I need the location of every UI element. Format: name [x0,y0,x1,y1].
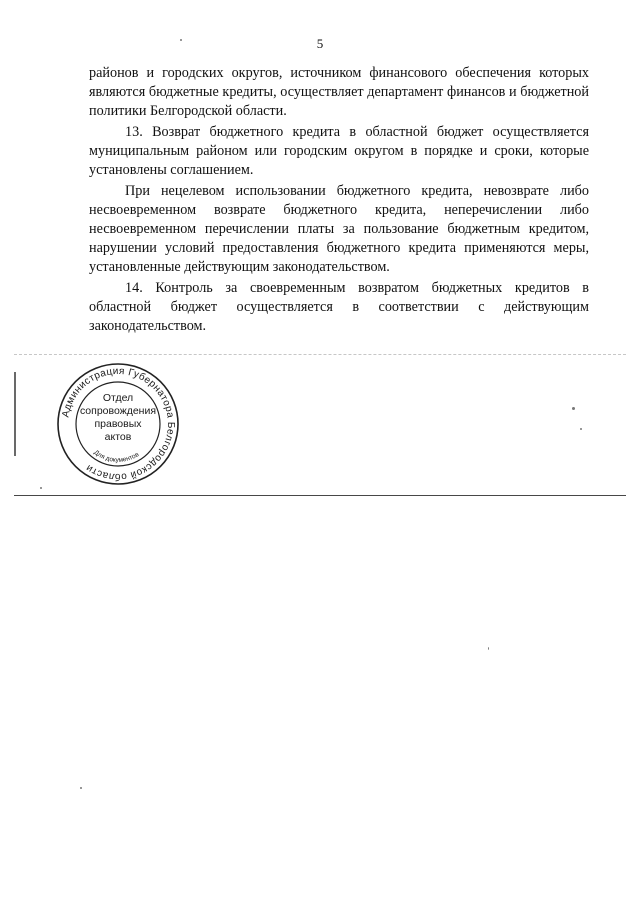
stamp-line-3: правовых [94,418,142,430]
scan-margin-mark [14,372,16,456]
stamp-line-1: Отдел [102,392,134,404]
paragraph-item-13: 13. Возврат бюджетного кредита в областной бюджет осуществляется муниципальным районом или городским округом в порядке и сроки, которые установлены соглашением. [89,124,589,178]
scan-speck [40,487,42,489]
stamp-lower-text: Для документов [92,449,141,464]
stamp-center-text [56,392,180,444]
scan-artifact-line [14,354,626,355]
official-stamp [56,362,180,486]
scan-speck [572,407,575,410]
document-body [89,64,589,336]
separator-line [14,495,626,496]
scan-speck [80,787,82,789]
scan-speck [488,647,489,650]
stamp-line-4: актов [104,431,132,443]
stamp-line-2: сопровождения [79,405,157,417]
paragraph-item-14: 14. Контроль за своевременным возвратом бюджетных кредитов в областной бюджет осуществляется в соответствии с действующим законодательством. [89,280,589,334]
paragraph-measures: При нецелевом использовании бюджетного кредита, невозврате либо несвоевременном возврате бюджетного кредита, неперечислении либо несвоевременном перечислении платы за пользование бюджетным кредитом, нарушении условий предоставления бюджетного кредита применяются меры, установленные действующим законодательством. [89,183,589,275]
scan-speck [180,39,182,41]
page-number: 5 [316,36,324,51]
paragraph-continuation: районов и городских округов, источником финансового обеспечения которых являются бюджетные кредиты, осуществляет департамент финансов и бюджетной политики Белгородской области. [89,65,589,119]
scan-speck [580,428,582,430]
stamp-ring-text: Администрация Губернатора Белгородской области [60,365,177,483]
